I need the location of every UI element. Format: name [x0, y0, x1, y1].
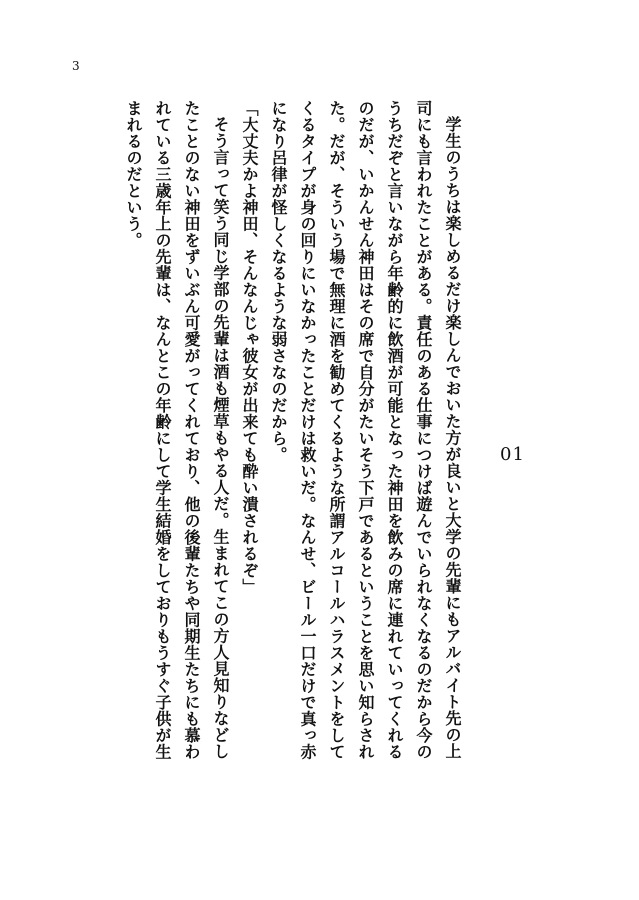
chapter-number: 01: [500, 444, 525, 465]
text-line: そう言って笑う同じ学部の先輩は酒も煙草もやる人だ。生まれてこの方人見知りなどし: [211, 116, 230, 760]
vertical-body-text: [62, 100, 467, 860]
text-line: 学生のうちは楽しめるだけ楽しんでおいた方が良いと大学の先輩にもアルバイト先の上: [443, 116, 462, 760]
text-line: たことのない神田をずいぶん可愛がってくれており、他の後輩たちや同期生たちにも慕わ: [182, 100, 201, 760]
text-line: くるタイプが身の回りにいなかったことだけは救いだ。なんせ、ビール一口だけで真っ赤: [298, 100, 317, 760]
text-line: のだが、いかんせん神田はその席で自分がたいそう下戸であるということを思い知らされ: [356, 100, 375, 760]
page-number: 3: [72, 59, 80, 73]
text-line: まれるのだという。: [124, 100, 143, 249]
text-line: た。だが、そういう場で無理に酒を勧めてくるような所謂アルコールハラスメントをして: [327, 100, 346, 760]
text-line: になり呂律が怪しくなるような弱さなのだから。: [269, 100, 288, 463]
text-line: 「大丈夫かよ神田、そんなんじゃ彼女が出来ても酔い潰されるぞ」: [240, 100, 259, 595]
text-line: 司にも言われたことがある。責任のある仕事につけば遊んでいられなくなるのだから今の: [414, 100, 433, 760]
text-line: れている三歳年上の先輩は、なんとこの年齢にして学生結婚をしておりもうすぐ子供が生: [153, 100, 172, 760]
text-line: うちだぞと言いながら年齢的に飲酒が可能となった神田を飲みの席に連れていってくれる: [385, 100, 404, 760]
